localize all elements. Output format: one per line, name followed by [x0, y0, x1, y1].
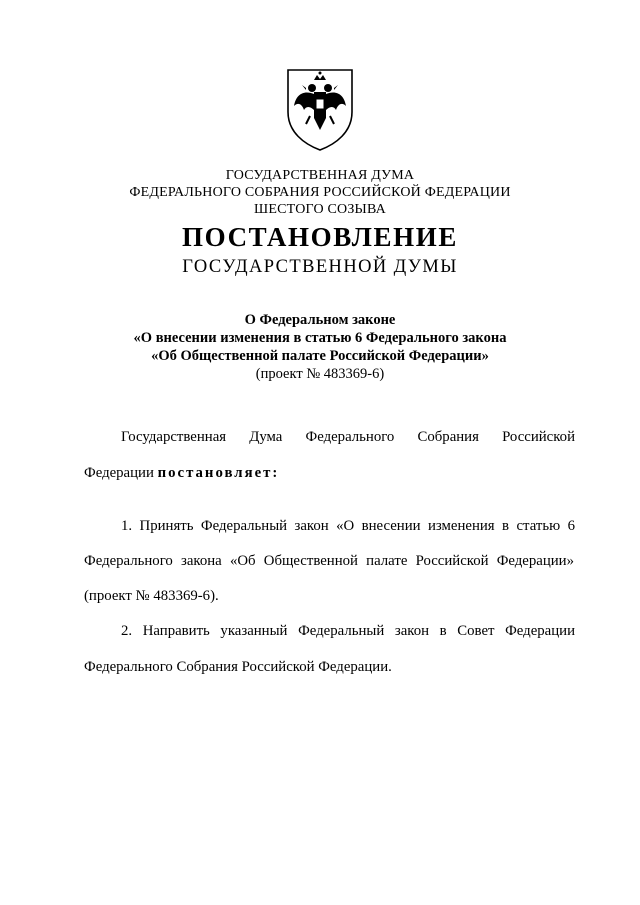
item-1-line-1: 1. Принять Федеральный закон «О внесении изменения в статью 6: [121, 518, 575, 534]
subject-line-1: О Федеральном законе: [244, 312, 396, 328]
header-line-assembly: ФЕДЕРАЛЬНОГО СОБРАНИЯ РОССИЙСКОЙ ФЕДЕРАЦИИ: [129, 185, 511, 200]
item-2-line-1: 2. Направить указанный Федеральный закон в Совет Федерации: [121, 623, 575, 639]
intro-paragraph-line-2: [84, 465, 279, 482]
document-title: ПОСТАНОВЛЕНИЕ: [182, 222, 458, 252]
item-1-line-2: Федерального закона «Об Общественной палате Российской Федерации»: [84, 553, 574, 569]
header-line-convocation: ШЕСТОГО СОЗЫВА: [254, 202, 386, 217]
subject-project-number: (проект № 483369-6): [255, 366, 385, 382]
header-line-duma: ГОСУДАРСТВЕННАЯ ДУМА: [225, 168, 415, 183]
coat-of-arms-emblem-icon: [284, 66, 356, 156]
intro-text: Федерации: [84, 465, 158, 481]
subject-line-2: «О внесении изменения в статью 6 Федерального закона: [133, 330, 507, 346]
item-1-line-3: (проект № 483369-6).: [84, 588, 219, 604]
resolves-keyword: постановляет:: [157, 465, 280, 481]
intro-paragraph-line-1: Государственная Дума Федерального Собрания Российской: [121, 429, 575, 445]
subject-line-3: «Об Общественной палате Российской Федерации»: [151, 348, 489, 364]
item-2-line-2: Федерального Собрания Российской Федерации.: [84, 659, 392, 675]
document-subtitle: ГОСУДАРСТВЕННОЙ ДУМЫ: [182, 257, 458, 277]
